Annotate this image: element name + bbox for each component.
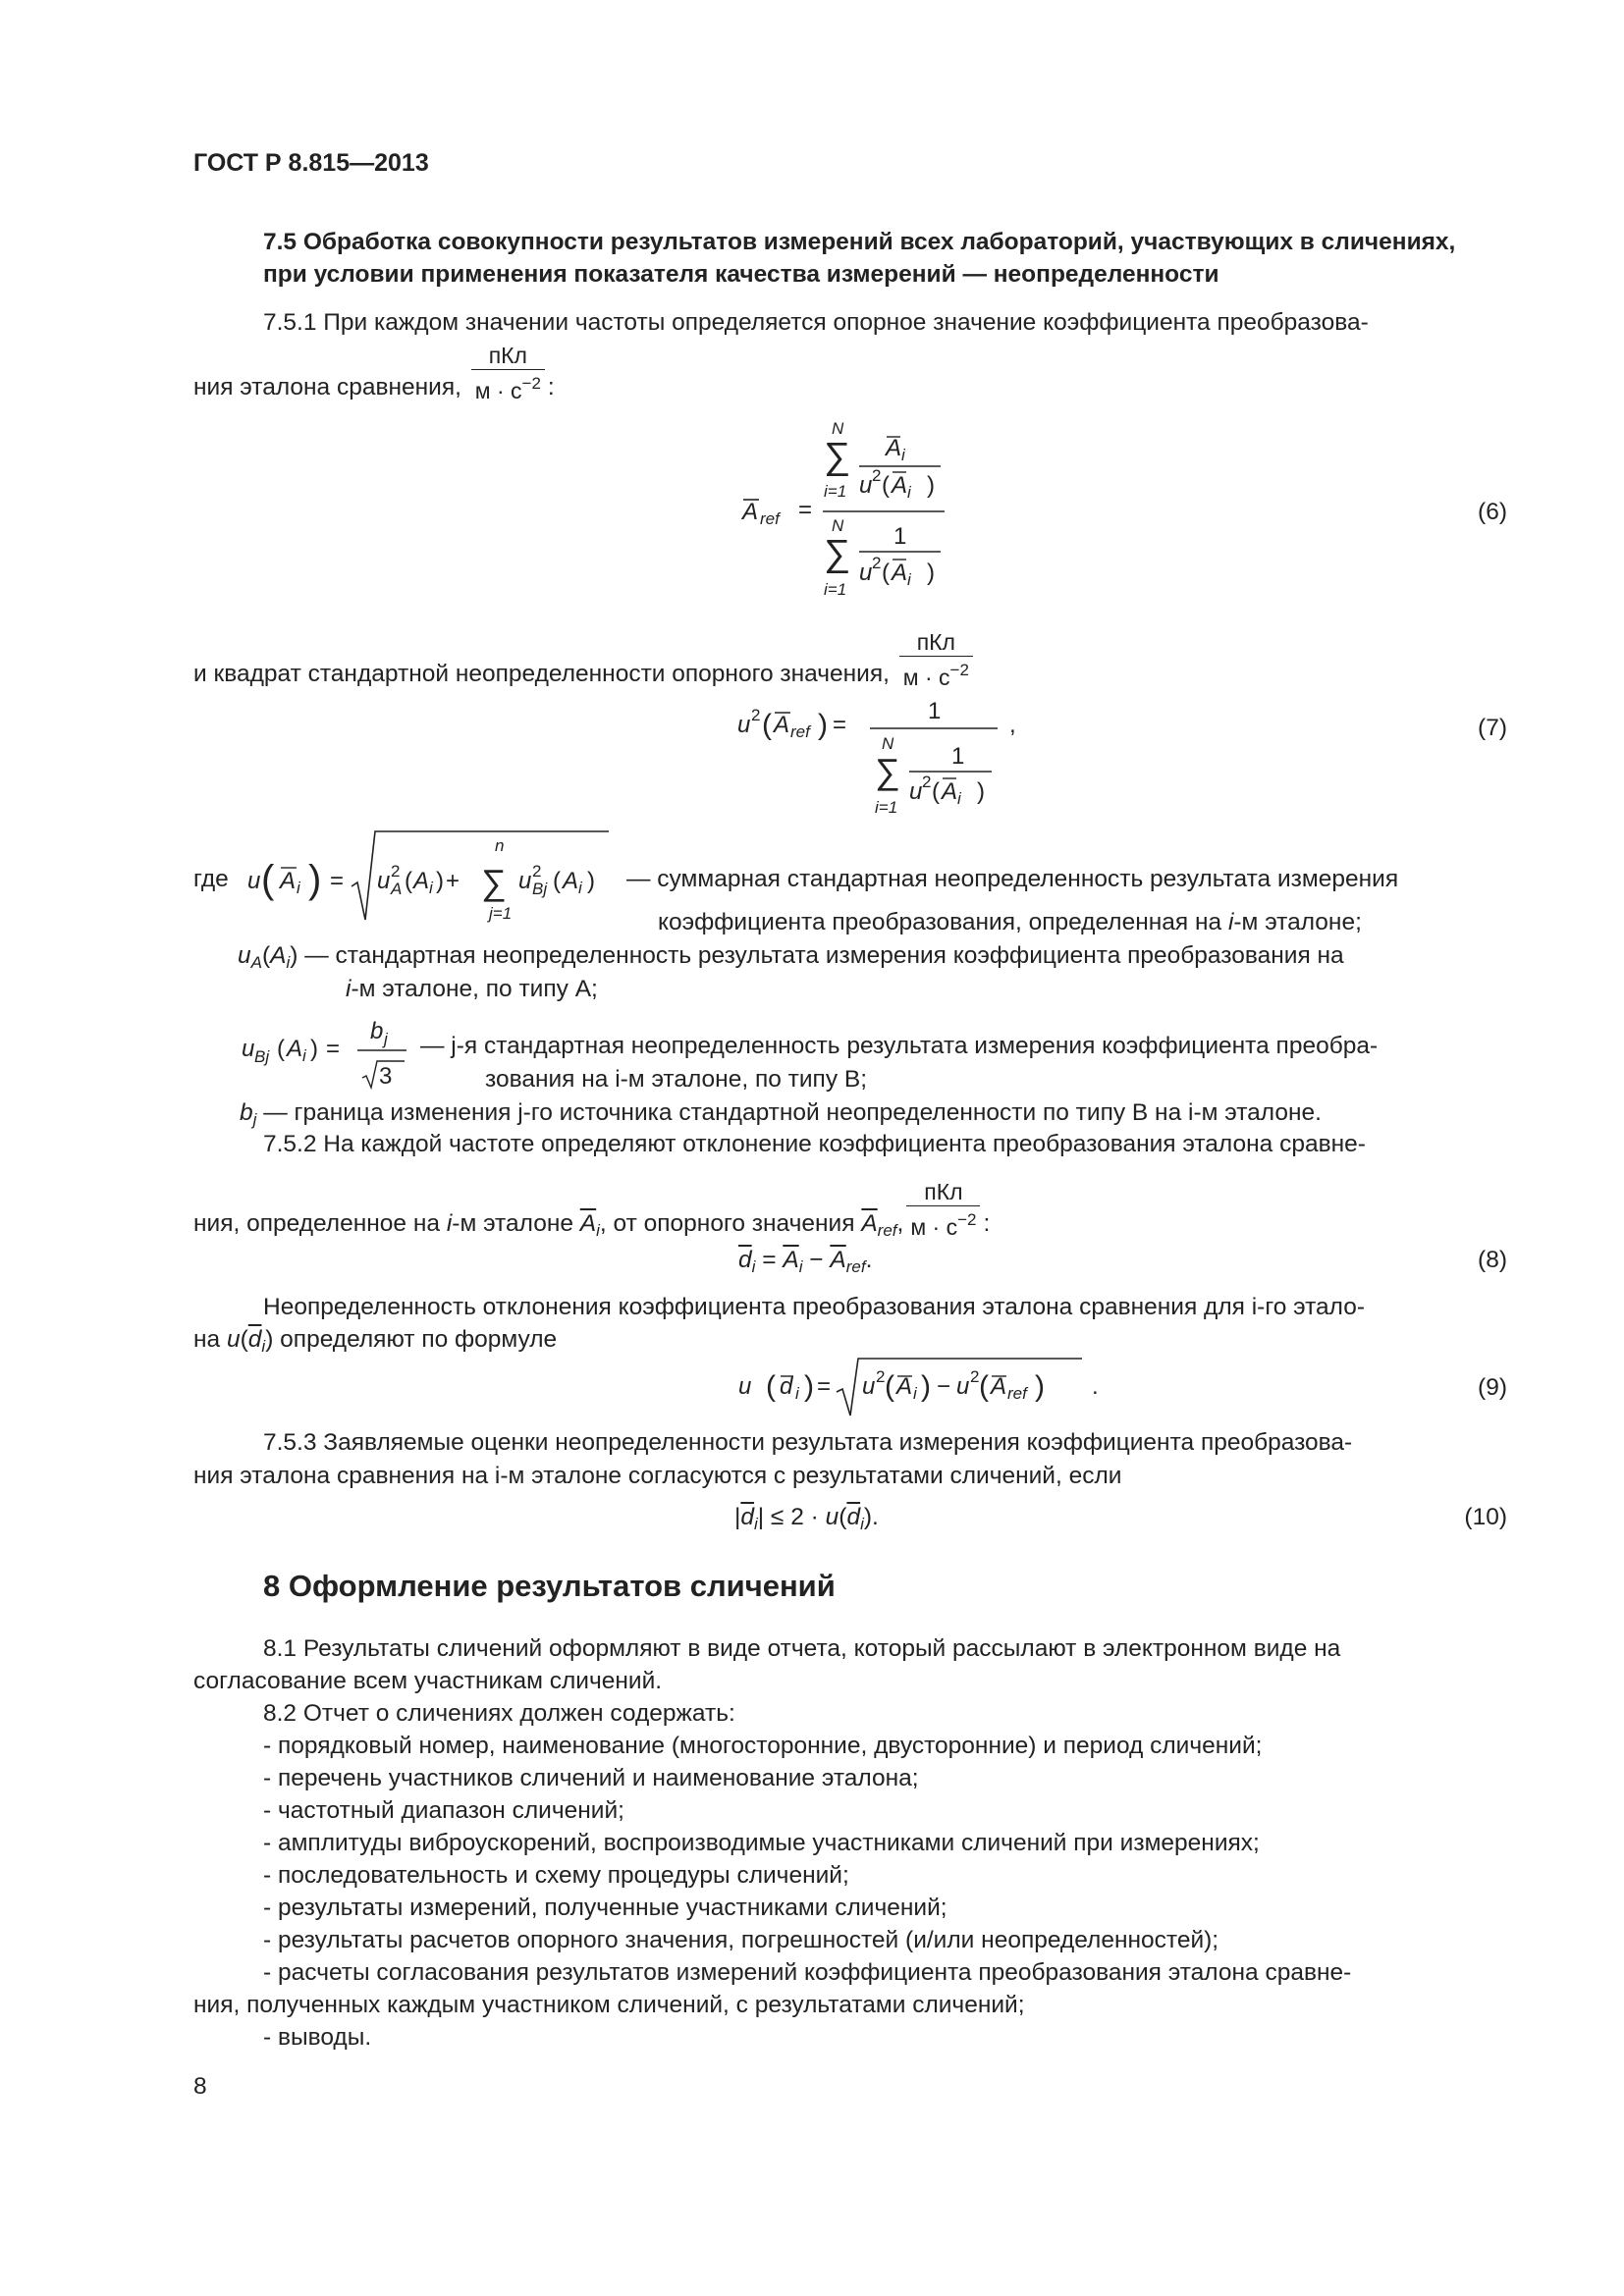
- svg-text:A: A: [892, 560, 908, 586]
- svg-text:(: (: [553, 868, 561, 894]
- equation-8: $\overline{d}_i = \overline{A}_i - \overline{A}_{ref}$.: [738, 1247, 873, 1276]
- svg-text:i: i: [302, 1046, 306, 1065]
- where-u-formula: [244, 828, 626, 926]
- svg-text:2: 2: [876, 1367, 886, 1386]
- svg-text:2: 2: [751, 706, 761, 724]
- list-item-last: - выводы.: [263, 2024, 372, 2051]
- eq7-number: (7): [1478, 715, 1507, 741]
- svg-text:N: N: [882, 734, 894, 753]
- svg-text:): ): [977, 778, 985, 805]
- p751-colon: :: [547, 374, 555, 400]
- svg-text:j: j: [384, 1030, 388, 1048]
- svg-text:∑: ∑: [824, 436, 851, 477]
- svg-text:N: N: [832, 516, 844, 535]
- list-item: - амплитуды виброускорений, воспроизводимые участниками сличений при измерениях;: [263, 1830, 1260, 1856]
- equation-6: [727, 420, 962, 602]
- svg-text:i: i: [795, 1384, 799, 1403]
- svg-text:i: i: [297, 879, 300, 897]
- where-u-description-2: коэффициента преобразования, определенная на i-м эталоне;: [658, 909, 1362, 935]
- svg-text:u: u: [377, 868, 391, 894]
- svg-text:u: u: [956, 1373, 970, 1400]
- section-7-5-title-line2: при условии применения показателя качества измерений — неопределенности: [263, 261, 1219, 288]
- svg-text:(: (: [882, 472, 890, 499]
- svg-text:u: u: [909, 778, 923, 805]
- list-item: - порядковый номер, наименование (многосторонние, двусторонние) и период сличений;: [263, 1733, 1263, 1759]
- svg-text:u: u: [737, 712, 751, 738]
- svg-text:n: n: [495, 836, 505, 855]
- p751-line1: 7.5.1 При каждом значении частоты определяется опорное значение коэффициента преобразова-: [263, 309, 1369, 336]
- eq9-number: (9): [1478, 1374, 1507, 1401]
- unit-fraction-2: [899, 628, 973, 691]
- unit-num-2: пКл: [916, 629, 955, 655]
- svg-text:2: 2: [872, 554, 882, 572]
- p-square-line: [193, 628, 976, 691]
- unit-fraction-3: $\frac{\text{пКл}}{м \cdot с^{-2}}$: [906, 1178, 980, 1241]
- svg-text:i=1: i=1: [824, 580, 847, 599]
- p752-line1: 7.5.2 На каждой частоте определяют отклонение коэффициента преобразования эталона сравне-: [263, 1131, 1366, 1157]
- unit-den: $м \cdot с^{-2}$: [471, 369, 545, 404]
- uB-text2: зования на i-м эталоне, по типу В;: [485, 1066, 868, 1093]
- document-code: ГОСТ Р 8.815—2013: [193, 149, 429, 177]
- svg-text:∑: ∑: [481, 862, 507, 902]
- svg-text:i: i: [429, 879, 433, 897]
- uB-text: — j-я стандартная неопределенность результата измерения коэффициента преобра-: [420, 1033, 1379, 1059]
- svg-text:i: i: [907, 570, 911, 589]
- svg-text:A: A: [742, 499, 759, 525]
- unit-fraction: [471, 342, 545, 404]
- svg-text:d: d: [780, 1373, 793, 1400]
- svg-text:1: 1: [928, 698, 942, 724]
- svg-text:u: u: [859, 560, 873, 586]
- svg-text:b: b: [370, 1018, 384, 1044]
- svg-text:u: u: [247, 868, 261, 894]
- svg-text:A: A: [774, 712, 790, 738]
- unit-den-2: $м \cdot с^{-2}$: [899, 656, 973, 691]
- svg-text:): ): [804, 1370, 814, 1403]
- svg-text:): ): [927, 472, 935, 499]
- list-item: - последовательность и схему процедуры сличений;: [263, 1862, 849, 1889]
- svg-text:ref: ref: [790, 722, 810, 741]
- svg-text:u: u: [859, 472, 873, 499]
- svg-text:): ): [308, 858, 322, 901]
- p753-line2: ния эталона сравнения на i-м эталоне согласуются с результатами сличений, если: [193, 1463, 1122, 1489]
- svg-text:): ): [921, 1370, 931, 1403]
- svg-text:∑: ∑: [875, 751, 900, 791]
- p751-line2-text: ния эталона сравнения,: [193, 374, 461, 400]
- svg-text:A: A: [563, 868, 579, 894]
- svg-text:u: u: [242, 1036, 255, 1062]
- svg-text:A: A: [896, 1373, 913, 1400]
- svg-text:1: 1: [951, 743, 965, 770]
- svg-text:.: .: [1092, 1373, 1099, 1400]
- p-unc-line1: Неопределенность отклонения коэффициента преобразования эталона сравнения для i-го этало-: [263, 1294, 1366, 1320]
- svg-text:(: (: [766, 1370, 776, 1403]
- svg-text:=: =: [833, 712, 847, 738]
- p81-line2: согласование всем участникам сличений.: [193, 1668, 663, 1694]
- svg-text:A: A: [991, 1373, 1007, 1400]
- svg-text:,: ,: [1009, 712, 1016, 738]
- svg-text:(: (: [932, 778, 940, 805]
- svg-text:ref: ref: [1007, 1384, 1027, 1403]
- svg-text:+: +: [446, 868, 460, 894]
- svg-text:(: (: [882, 560, 890, 586]
- list-item: - результаты измерений, полученные участниками сличений;: [263, 1895, 947, 1921]
- svg-text:i=1: i=1: [875, 798, 898, 817]
- svg-text:(: (: [762, 709, 772, 741]
- svg-text:−: −: [937, 1373, 951, 1400]
- svg-text:u: u: [862, 1373, 876, 1400]
- where-u-description: — суммарная стандартная неопределенность результата измерения: [626, 866, 1399, 892]
- bj-line: $b_j$ — граница изменения j-го источника стандартной неопределенности по типу В на i-м эталоне.: [240, 1099, 1322, 1129]
- svg-text:A: A: [287, 1036, 303, 1062]
- svg-text:u: u: [738, 1373, 752, 1400]
- svg-text:∑: ∑: [824, 533, 851, 574]
- svg-text:(: (: [979, 1370, 989, 1403]
- svg-text:A: A: [280, 868, 297, 894]
- svg-text:i: i: [913, 1384, 917, 1403]
- svg-text:2: 2: [391, 862, 401, 881]
- p-unc-line2: на $u(\overline{d}_i)$ определяют по формуле: [193, 1326, 558, 1356]
- svg-text:A: A: [942, 778, 958, 805]
- svg-text:2: 2: [532, 862, 542, 881]
- page-number: 8: [193, 2073, 207, 2100]
- svg-text:(: (: [885, 1370, 894, 1403]
- svg-text:=: =: [330, 868, 345, 894]
- svg-text:ref: ref: [760, 509, 780, 528]
- list-item: - перечень участников сличений и наименование эталона;: [263, 1765, 919, 1791]
- equation-7: [734, 687, 1029, 820]
- svg-text:3: 3: [379, 1063, 393, 1090]
- svg-text:=: =: [817, 1373, 832, 1400]
- list-item: - результаты расчетов опорного значения, погрешностей (и/или неопределенностей);: [263, 1927, 1219, 1953]
- p752-line2: ния, определенное на i-м эталоне $\overline{A}_i$, от опорного значения $\overline{A}_{ref}$, $\frac{\text{пКл}}{м \cdot с^{-2}}$ :: [193, 1179, 991, 1240]
- eq6-lhs: [740, 497, 812, 528]
- uA-line2: i-м эталоне, по типу А;: [346, 976, 598, 1002]
- eq10-number: (10): [1464, 1504, 1507, 1530]
- svg-text:2: 2: [922, 773, 932, 791]
- list-item: - частотный диапазон сличений;: [263, 1797, 624, 1824]
- p-square-text: и квадрат стандартной неопределенности опорного значения,: [193, 661, 890, 687]
- svg-text:(: (: [277, 1036, 285, 1062]
- svg-text:N: N: [832, 420, 844, 438]
- svg-text:=: =: [326, 1036, 341, 1062]
- list-item: - расчеты согласования результатов измерений коэффициента преобразования эталона сравне-: [263, 1959, 1352, 1986]
- svg-text:A: A: [413, 868, 430, 894]
- svg-text:i=1: i=1: [824, 482, 847, 501]
- svg-text:u: u: [518, 868, 532, 894]
- svg-text:): ): [927, 560, 935, 586]
- section-7-5-title-line1: 7.5 Обработка совокупности результатов измерений всех лабораторий, участвующих в сличениях,: [263, 229, 1456, 255]
- eq8-number: (8): [1478, 1247, 1507, 1273]
- uA-line: $u_A(A_i)$ — стандартная неопределенность результата измерения коэффициента преобразования на: [238, 942, 1344, 972]
- svg-text:=: =: [798, 497, 813, 523]
- svg-text:(: (: [405, 868, 412, 894]
- svg-text:1: 1: [893, 523, 907, 550]
- bj-text: — граница изменения j-го источника стандартной неопределенности по типу В на i-м эталоне.: [263, 1099, 1322, 1126]
- p753-line1: 7.5.3 Заявляемые оценки неопределенности результата измерения коэффициента преобразова-: [263, 1429, 1353, 1456]
- uBj-formula: [240, 1005, 416, 1094]
- svg-text:A: A: [892, 472, 908, 499]
- svg-text:): ): [436, 868, 444, 894]
- svg-text:A: A: [886, 435, 902, 461]
- equation-10: $|\overline{d}_i| \le 2 \cdot u(\overline{d}_i)$.: [734, 1504, 879, 1533]
- svg-text:(: (: [261, 858, 275, 901]
- svg-text:Bj: Bj: [254, 1047, 270, 1066]
- svg-text:i: i: [907, 483, 911, 502]
- svg-text:Bj: Bj: [532, 880, 548, 898]
- svg-text:i: i: [578, 879, 582, 897]
- list-item-continuation: ния, полученных каждым участником сличений, с результатами сличений;: [193, 1992, 1025, 2018]
- unit-num: пКл: [488, 343, 527, 368]
- svg-text:A: A: [391, 880, 403, 898]
- svg-text:): ): [1035, 1370, 1045, 1403]
- svg-text:): ): [818, 709, 828, 741]
- uA-text: — стандартная неопределенность результата измерения коэффициента преобразования на: [304, 942, 1344, 969]
- p751-line2: [193, 342, 555, 404]
- where-prefix: где: [193, 866, 229, 892]
- svg-text:i: i: [901, 446, 905, 464]
- svg-text:2: 2: [872, 466, 882, 485]
- svg-text:j=1: j=1: [489, 904, 513, 923]
- p81-line1: 8.1 Результаты сличений оформляют в виде отчета, который рассылают в электронном виде на: [263, 1635, 1341, 1662]
- svg-text:2: 2: [970, 1367, 980, 1386]
- svg-text:i: i: [957, 789, 961, 808]
- section-8-heading: 8 Оформление результатов сличений: [263, 1569, 836, 1603]
- svg-text:): ): [587, 868, 595, 894]
- svg-text:): ): [310, 1036, 318, 1062]
- p82: 8.2 Отчет о сличениях должен содержать:: [263, 1700, 735, 1727]
- eq6-number: (6): [1478, 499, 1507, 525]
- equation-9: [734, 1353, 1108, 1421]
